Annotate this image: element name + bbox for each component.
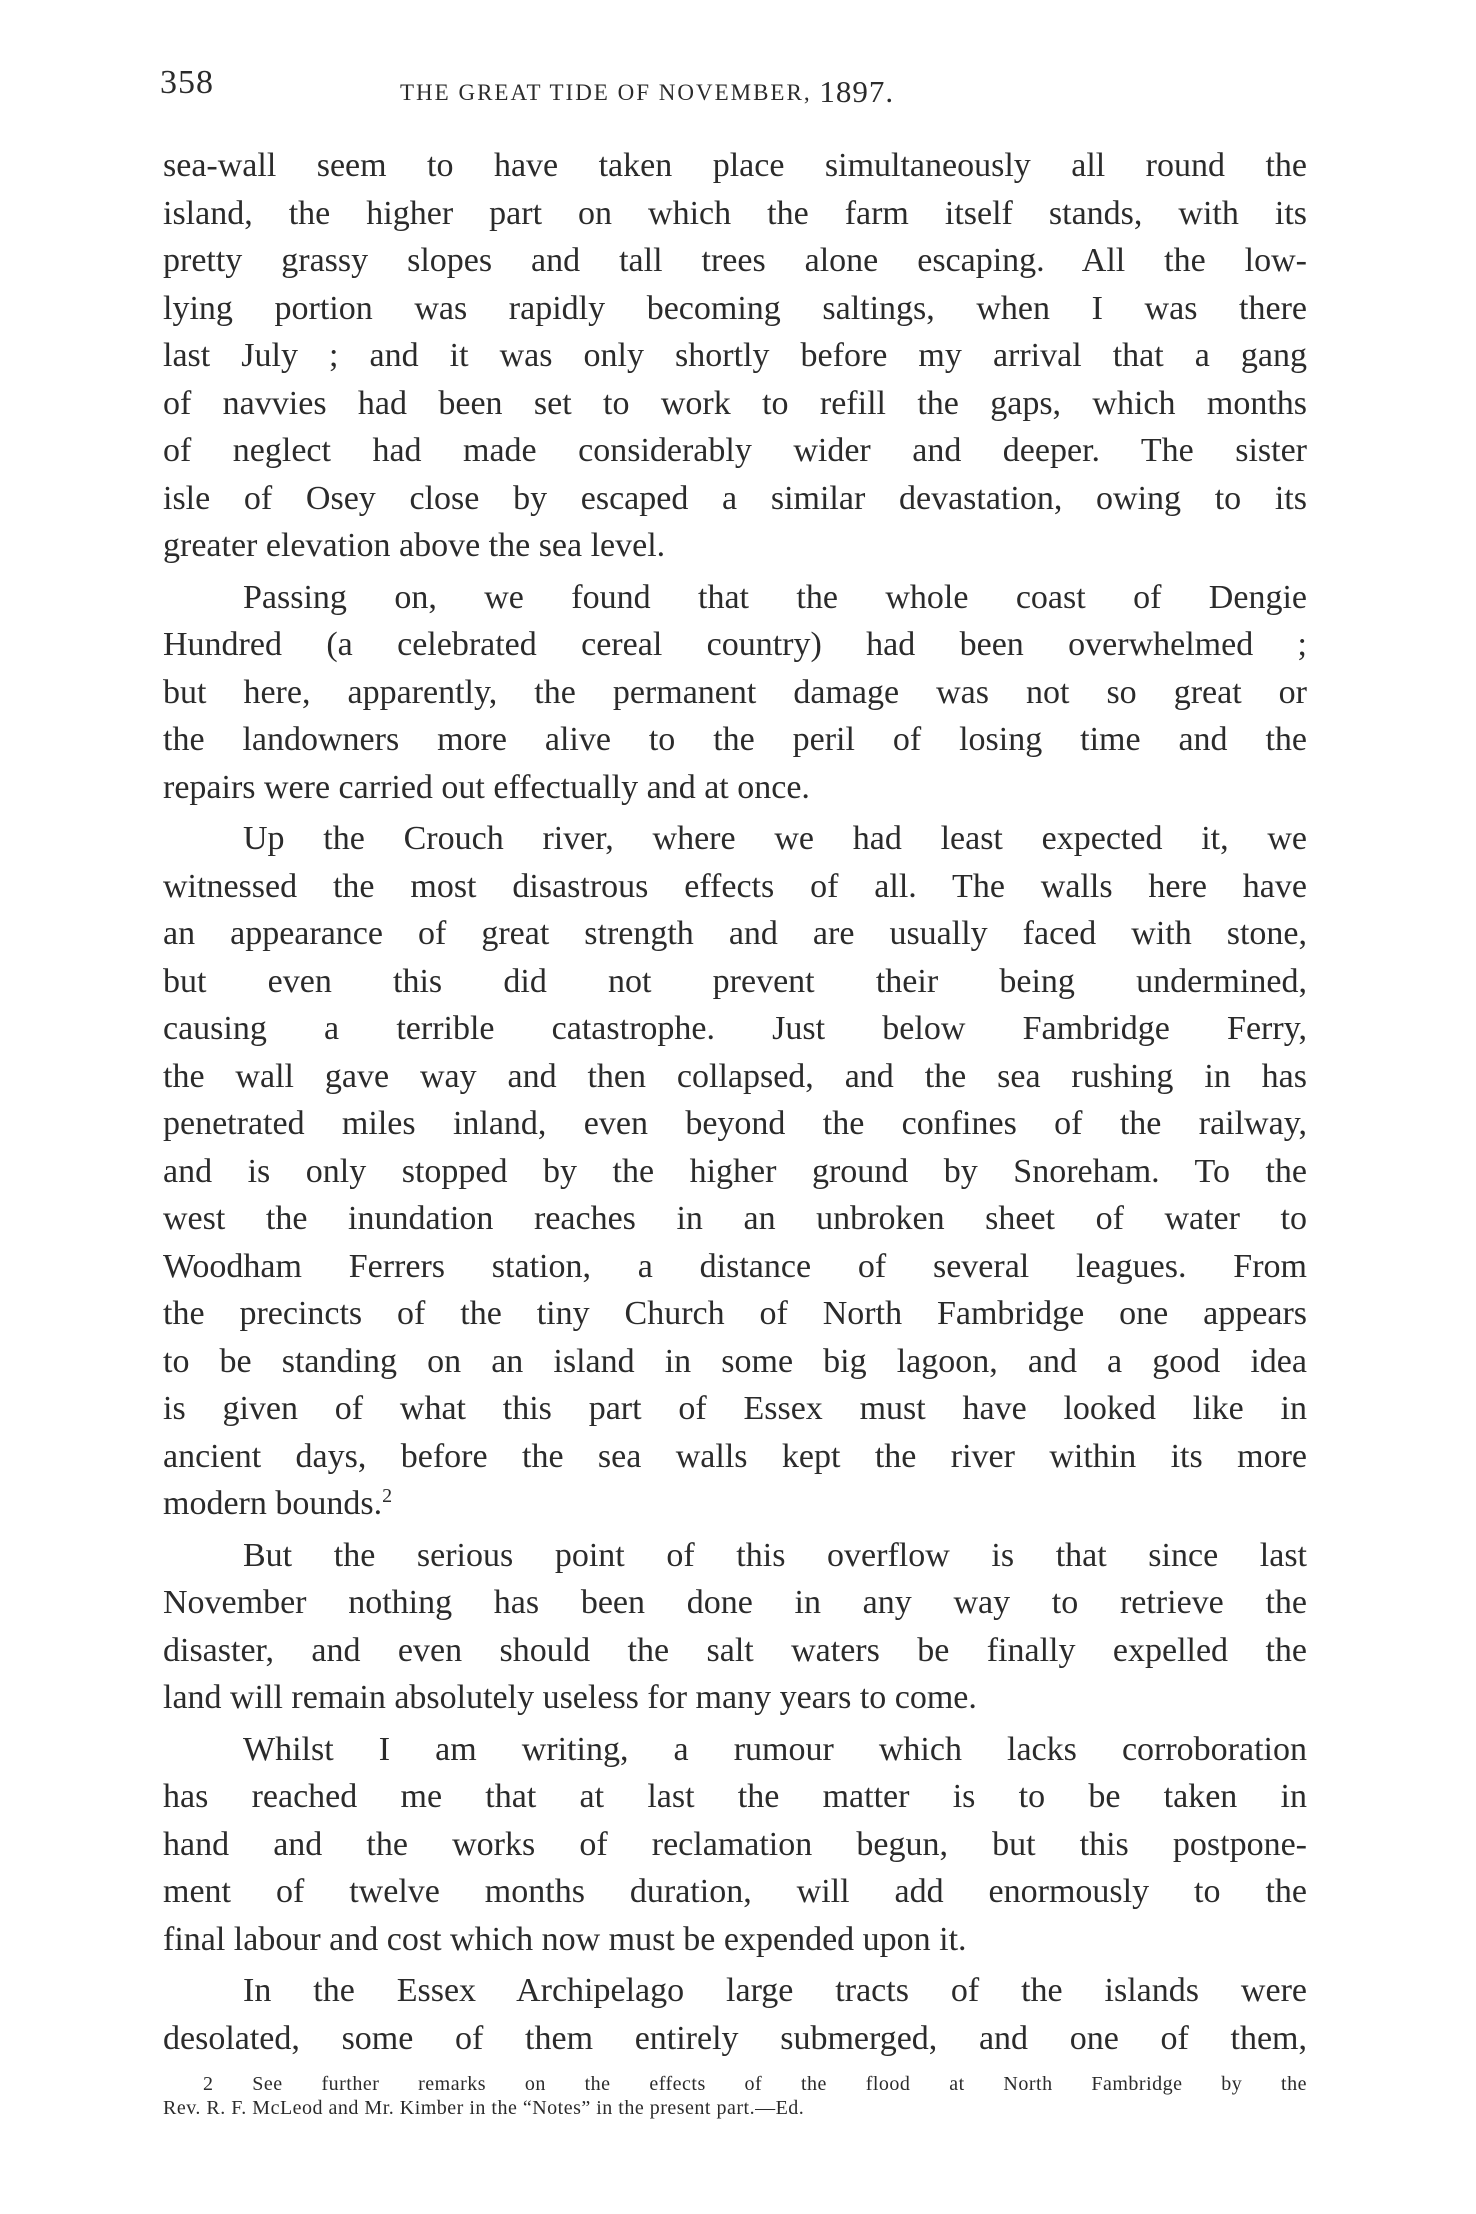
body-line: has reached me that at last the matter is to be taken in [163,1778,1307,1815]
body-line-text: In the Essex Archipelago large tracts of the islands were [243,1972,1307,2009]
body-line: ancient days, before the sea walls kept the river within its more [163,1437,1307,1475]
body-line-with-note [163,1480,1307,1528]
body-line: final labour and cost which now must be expended upon it. [163,1920,967,1958]
body-line: repairs were carried out effectually and at once. [163,768,810,806]
body-line: Woodham Ferrers station, a distance of several leagues. From [163,1247,1307,1285]
body-line: pretty grassy slopes and tall trees alone escaping. All the low- [163,242,1307,279]
body-line: an appearance of great strength and are usually faced with stone, [163,915,1307,952]
body-line-indented [163,1532,1307,1580]
body-line: isle of Osey close by escaped a similar devastation, owing to its [163,479,1307,517]
body-line: greater elevation above the sea level. [163,527,666,564]
body-line: November nothing has been done in any way to retrieve the [163,1584,1307,1621]
body-line-text: But the serious point of this overflow is that since last [243,1536,1307,1574]
body-line-text: Passing on, we found that the whole coast of Dengie [243,578,1307,616]
body-line: but even this did not prevent their being undermined, [163,962,1307,1000]
body-line: of neglect had made considerably wider and deeper. The sister [163,432,1307,469]
footnote-line [163,2072,1307,2096]
body-line-indented [163,574,1307,622]
page-number: 358 [160,64,214,101]
body-line: lying portion was rapidly becoming saltings, when I was there [163,289,1307,327]
body-line: is given of what this part of Essex must have looked like in [163,1390,1307,1427]
body-line: Hundred (a celebrated cereal country) had been overwhelmed ; [163,626,1307,663]
body-line-indented [163,1726,1307,1774]
body-line-indented [163,1967,1307,2015]
body-line: but here, apparently, the permanent damage was not so great or [163,673,1307,711]
body-line: disaster, and even should the salt waters be finally expelled the [163,1631,1307,1669]
body-line: west the inundation reaches in an unbroken sheet of water to [163,1200,1307,1237]
body-line: the wall gave way and then collapsed, and the sea rushing in has [163,1057,1307,1095]
body-line: causing a terrible catastrophe. Just below Fambridge Ferry, [163,1010,1307,1047]
footnote-line: Rev. R. F. McLeod and Mr. Kimber in the “Notes” in the present part.—Ed. [163,2097,805,2119]
running-title-year: 1897. [819,74,895,109]
body-text [163,142,1307,2062]
body-line: desolated, some of them entirely submerged, and one of them, [163,2019,1307,2057]
body-line: and is only stopped by the higher ground by Snoreham. To the [163,1152,1307,1190]
running-title-text: THE GREAT TIDE OF NOVEMBER, [400,80,812,105]
body-line: last July ; and it was only shortly before my arrival that a gang [163,337,1307,374]
body-line: the precincts of the tiny Church of North Fambridge one appears [163,1295,1307,1332]
body-line: penetrated miles inland, even beyond the confines of the railway, [163,1105,1307,1142]
footnote [163,2072,1307,2120]
body-line: to be standing on an island in some big lagoon, and a good idea [163,1342,1307,1380]
body-line: of navvies had been set to work to refill the gaps, which months [163,384,1307,422]
body-line-text: modern bounds. [163,1485,383,1522]
body-line: hand and the works of reclamation begun, but this postpone- [163,1825,1307,1863]
body-line: witnessed the most disastrous effects of all. The walls here have [163,867,1307,905]
body-line-indented [163,815,1307,863]
footnote-text: 2 See further remarks on the effects of the flood at North Fambridge by the [203,2073,1307,2095]
body-line-text: Whilst I am writing, a rumour which lacks corroboration [243,1730,1307,1768]
body-line: ment of twelve months duration, will add enormously to the [163,1873,1307,1910]
body-line: island, the higher part on which the farm itself stands, with its [163,194,1307,232]
body-line: land will remain absolutely useless for many years to come. [163,1679,977,1716]
footnote-reference[interactable]: 2 [382,1485,393,1507]
body-line-text: Up the Crouch river, where we had least expected it, we [243,820,1307,857]
body-line: sea-wall seem to have taken place simultaneously all round the [163,147,1307,184]
page-header [160,64,1100,112]
body-line: the landowners more alive to the peril of losing time and the [163,721,1307,758]
running-title [400,72,894,108]
